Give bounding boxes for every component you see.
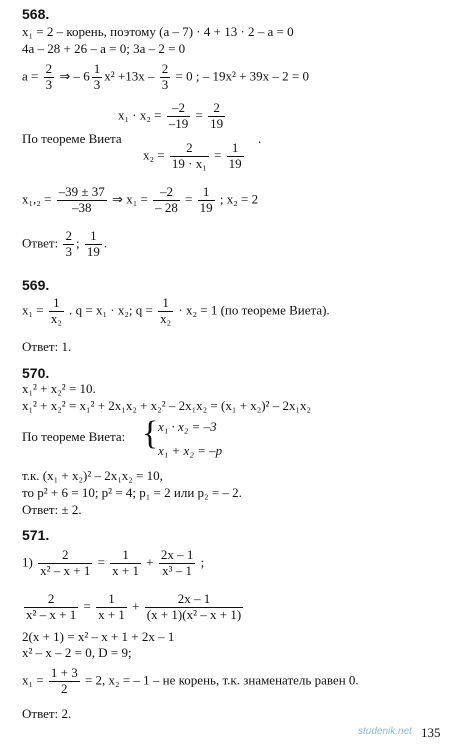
denominator: x² – x + 1 — [26, 606, 77, 622]
fraction — [158, 296, 173, 327]
fraction — [49, 666, 80, 697]
p568-line-1: x₁ = 2 – корень, поэтому (a – 7) · 4 + 13 · 2 – a = 0 — [22, 24, 294, 39]
denominator: x₂ — [50, 310, 62, 326]
fraction — [167, 101, 191, 132]
fraction — [145, 592, 243, 623]
fraction — [198, 185, 215, 216]
fraction — [227, 141, 244, 172]
denominator: 19 — [228, 155, 242, 171]
text: + — [146, 554, 154, 570]
p568-line-3 — [22, 62, 309, 93]
p568-dot: . — [258, 131, 262, 146]
numerator: 1 + 3 — [50, 665, 78, 680]
fraction — [153, 185, 180, 216]
fraction — [110, 548, 141, 579]
text: = — [214, 147, 222, 163]
fraction — [38, 548, 92, 579]
text: ; x₂ = 2 — [219, 191, 259, 207]
text: – 6 — [73, 68, 90, 84]
denominator: x + 1 — [112, 562, 140, 578]
denominator: (x + 1)(x² – x + 1) — [146, 606, 242, 622]
text: = — [195, 107, 203, 123]
text: . — [103, 235, 108, 251]
text: ; — [75, 235, 80, 251]
denominator: x³ – 1 — [162, 562, 193, 578]
numerator: 1 — [198, 185, 215, 201]
fraction — [49, 296, 64, 327]
p571-line-2 — [22, 592, 245, 623]
fraction — [170, 141, 209, 172]
numerator: 1 — [96, 592, 127, 608]
denominator: 3 — [45, 76, 53, 92]
p570-line-2: x₁² + x₂² = x₁² + 2x₁x₂ + x₂² – 2x₁x₂ = (x₁ + x₂)² – 2x₁x₂ — [22, 398, 312, 413]
p571-answer: Ответ: 2. — [22, 706, 72, 721]
numerator: 2 — [65, 228, 72, 243]
text: x₁ · x₂ = — [118, 107, 162, 123]
denominator: x² – x + 1 — [40, 562, 91, 578]
p570-answer: Ответ: ± 2. — [22, 502, 82, 517]
p568-line-5: По теореме Виета — [22, 131, 122, 146]
text: = 0 ; – 19x² + 39x – 2 = 0 — [175, 68, 310, 84]
problem-569-number: 569. — [22, 277, 50, 293]
p568-line-6 — [143, 141, 246, 172]
arrow: ⇒ — [59, 68, 71, 84]
denominator: –38 — [71, 199, 92, 215]
denominator: 3 — [65, 243, 72, 259]
problem-570-number: 570. — [22, 365, 50, 381]
system-brace: { — [142, 415, 159, 452]
p570-line-5: то p² + 6 = 10; p² = 4; p₁ = 2 или p₂ = – 2. — [22, 485, 242, 500]
denominator: – 28 — [155, 199, 178, 215]
text: x₁ = — [22, 672, 44, 688]
text: = — [97, 554, 105, 570]
denominator: 3 — [161, 76, 169, 92]
text: x₁,₂ = — [22, 191, 52, 207]
numerator: 2 — [24, 592, 78, 608]
text: · x₂ = 1 (по теореме Виета). — [178, 302, 330, 318]
watermark: studenik.net — [358, 726, 412, 737]
numerator: 1 — [93, 61, 101, 76]
numerator: 2 — [38, 548, 92, 564]
text: = — [185, 191, 193, 207]
p568-line-4 — [118, 101, 227, 132]
numerator: 2x – 1 — [145, 592, 243, 608]
denominator: x + 1 — [98, 606, 125, 622]
fraction — [63, 229, 74, 260]
numerator: 2 — [161, 61, 169, 76]
text: = — [83, 598, 91, 614]
fraction — [57, 185, 107, 216]
text: . q = x₁ · x₂; q = — [69, 302, 153, 318]
numerator: 2 — [208, 101, 225, 117]
text: ⇒ x₁ = — [112, 191, 148, 207]
answer-label: Ответ: — [22, 235, 59, 251]
fraction — [85, 229, 102, 260]
fraction — [159, 548, 196, 579]
fraction — [24, 592, 78, 623]
p570-line-3: По теореме Виета: — [22, 429, 126, 444]
p570-system-eq-2: x₁ + x₂ = –p — [158, 443, 223, 458]
fraction — [44, 62, 55, 93]
denominator: 19 · x₁ — [171, 155, 207, 171]
p571-line-5 — [22, 666, 359, 697]
numerator: 1 — [227, 141, 244, 157]
numerator: 1 — [49, 296, 64, 312]
numerator: 1 — [85, 229, 102, 245]
p568-answer — [22, 229, 107, 260]
text: + — [132, 598, 140, 614]
numerator: 2x – 1 — [160, 547, 194, 562]
text: = 2, x₂ = – 1 – не корень, т.к. знаменатель равен 0. — [84, 672, 359, 688]
denominator: 3 — [93, 76, 101, 92]
problem-568-number: 568. — [22, 6, 50, 22]
numerator: 1 — [110, 548, 141, 564]
denominator: 19 — [210, 115, 224, 131]
p571-line-4: x² – x – 2 = 0, D = 9; — [22, 645, 132, 660]
denominator: 19 — [86, 243, 100, 259]
text: x² +13x – — [104, 68, 155, 84]
fraction — [160, 62, 171, 93]
numerator: 2 — [45, 61, 53, 76]
item-number: 1) — [22, 554, 33, 570]
text: x₂ = — [143, 147, 165, 163]
p568-line-7 — [22, 185, 258, 216]
fraction — [96, 592, 127, 623]
p569-line-1 — [22, 296, 330, 327]
p569-answer: Ответ: 1. — [22, 339, 72, 354]
page-number: 135 — [421, 725, 441, 740]
text: a = — [22, 68, 39, 84]
numerator: –39 ± 37 — [58, 184, 105, 199]
p571-line-1 — [22, 548, 204, 579]
numerator: 1 — [158, 296, 173, 312]
p570-line-4: т.к. (x₁ + x₂)² – 2x₁x₂ = 10, — [22, 468, 163, 483]
denominator: x₂ — [160, 310, 172, 326]
problem-571-number: 571. — [22, 527, 50, 543]
text: x₁ = — [22, 302, 44, 318]
numerator: 2 — [170, 141, 209, 157]
p571-line-3: 2(x + 1) = x² – x + 1 + 2x – 1 — [22, 629, 175, 644]
p570-line-1: x₁² + x₂² = 10. — [22, 381, 96, 396]
denominator: 2 — [61, 680, 68, 696]
p570-system-eq-1: x₁ · x₂ = –3 — [158, 419, 217, 434]
numerator: –2 — [153, 185, 180, 201]
denominator: 19 — [199, 199, 213, 215]
fraction — [208, 101, 225, 132]
numerator: –2 — [167, 101, 191, 117]
p568-line-2: 4a – 28 + 26 – a = 0; 3a – 2 = 0 — [22, 41, 186, 56]
fraction — [92, 62, 103, 93]
text: ; — [200, 554, 205, 570]
denominator: –19 — [168, 115, 189, 131]
